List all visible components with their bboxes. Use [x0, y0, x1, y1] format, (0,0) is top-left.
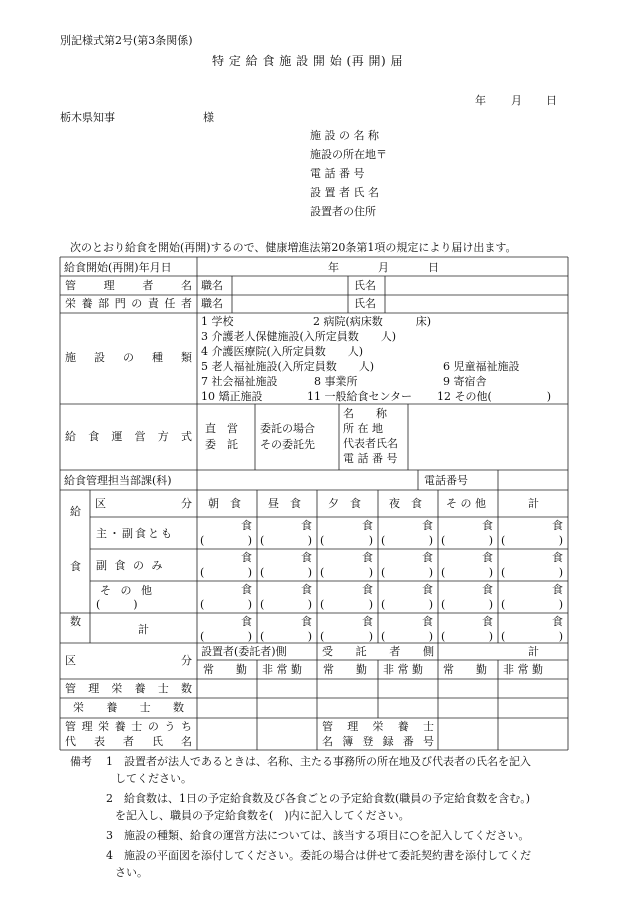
note-2-line2: を記入し、職員の予定給食数を( )内に記入してください。 [115, 809, 410, 822]
col-dinner: 夕 食 [328, 497, 361, 510]
total-parttime: 非 常 勤 [503, 663, 543, 676]
note-4-line1: 施設の平面図を添付してください。委託の場合は併せて委託契約書を添付してくだ [124, 849, 531, 862]
staff-category-label: 区 分 [65, 654, 192, 667]
manager-label: 管 理 者 名 [65, 279, 192, 292]
operation-direct[interactable]: 直 営 [205, 422, 238, 435]
col-other: そ の 他 [446, 497, 486, 510]
honorific: 様 [203, 111, 214, 124]
row-side-only: 副 食 の み [96, 559, 165, 572]
addressee: 栃木県知事 [60, 111, 115, 124]
meal-staff-r1-c6[interactable]: ( ) [501, 534, 563, 547]
meal-staff-r2-c3[interactable]: ( ) [320, 566, 373, 579]
meal-staff-r3-c3[interactable]: ( ) [320, 598, 373, 611]
row-other: そ の 他 [100, 584, 155, 597]
meal-unit-r1-c3[interactable]: 食 [362, 519, 373, 532]
note-1-line1: 設置者が法人であるときは、名称、主たる事務所の所在地及び代表者の氏名を記入 [124, 755, 531, 768]
notes-heading: 備考 [70, 755, 92, 768]
meal-unit-r4-c3[interactable]: 食 [362, 615, 373, 628]
rep-label-line2: 代 表 者 氏 名 [65, 735, 192, 748]
meal-unit-r2-c1[interactable]: 食 [241, 551, 252, 564]
meal-staff-r4-c2[interactable]: ( ) [260, 630, 312, 643]
meal-unit-r1-c5[interactable]: 食 [482, 519, 493, 532]
page-title: 特 定 給 食 施 設 開 始 (再 開) 届 [212, 54, 404, 68]
facility-type-2[interactable]: 2 病院(病床数 床) [313, 315, 432, 328]
col-total: 計 [528, 497, 539, 510]
operation-consign[interactable]: 委 託 [205, 438, 238, 451]
meal-staff-r2-c6[interactable]: ( ) [501, 566, 563, 579]
meal-unit-r2-c6[interactable]: 食 [552, 551, 563, 564]
meals-side-1: 給 [70, 505, 81, 518]
dietitian-count-label: 栄 養 士 数 [73, 701, 184, 714]
form-label: 別記様式第2号(第3条関係) [60, 34, 193, 47]
meal-unit-r3-c6[interactable]: 食 [552, 583, 563, 596]
meal-staff-r4-c5[interactable]: ( ) [441, 630, 493, 643]
meal-staff-r2-c2[interactable]: ( ) [260, 566, 312, 579]
meal-staff-r2-c1[interactable]: ( ) [200, 566, 252, 579]
col-lunch: 昼 食 [268, 497, 301, 510]
row-main-side: 主・副食とも [96, 527, 174, 540]
meal-staff-r2-c5[interactable]: ( ) [441, 566, 493, 579]
nutrition-job-title[interactable]: 職名 [201, 297, 223, 310]
start-date-day[interactable]: 日 [428, 261, 439, 274]
start-date-year[interactable]: 年 [328, 261, 339, 274]
facility-address-label: 施設の所在地〒 [310, 148, 387, 161]
facility-type-4[interactable]: 4 介護医療院(入所定員数 人) [201, 345, 364, 358]
meal-unit-r3-c2[interactable]: 食 [301, 583, 312, 596]
col-night: 夜 食 [389, 497, 422, 510]
meal-staff-r2-c4[interactable]: ( ) [381, 566, 433, 579]
rep-label-line1: 管 理 栄 養 士 の う ち [65, 720, 192, 733]
phone-label: 電 話 番 号 [310, 167, 365, 180]
meal-staff-r1-c5[interactable]: ( ) [441, 534, 493, 547]
facility-type-9[interactable]: 9 寄宿舎 [443, 375, 487, 388]
note-2-num: 2 [106, 792, 113, 805]
meal-staff-r4-c3[interactable]: ( ) [320, 630, 373, 643]
total-fulltime: 常 勤 [443, 663, 487, 676]
date-year: 年 [475, 94, 486, 107]
meal-unit-r3-c1[interactable]: 食 [241, 583, 252, 596]
contractor-fulltime: 常 勤 [323, 663, 367, 676]
meal-unit-r3-c3[interactable]: 食 [362, 583, 373, 596]
note-4-line2: さい。 [115, 866, 148, 879]
meal-staff-r4-c4[interactable]: ( ) [381, 630, 433, 643]
consignee-name-label: 名 称 [343, 407, 387, 420]
registry-label-line2: 名 簿 登 録 番 号 [322, 735, 434, 748]
meal-staff-r3-c6[interactable]: ( ) [501, 598, 563, 611]
staff-contractor-side: 受 託 者 側 [322, 645, 434, 658]
facility-type-3[interactable]: 3 介護老人保健施設(入所定員数 人) [201, 330, 397, 343]
start-date-label: 給食開始(再開)年月日 [64, 261, 172, 274]
manager-name[interactable]: 氏名 [354, 279, 376, 292]
meals-side-2: 食 [70, 560, 81, 573]
operation-method-label: 給 食 運 営 方 式 [65, 430, 192, 443]
meal-unit-r4-c5[interactable]: 食 [482, 615, 493, 628]
meal-unit-r1-c6[interactable]: 食 [552, 519, 563, 532]
staff-founder-side: 設置者(委託者)側 [201, 645, 287, 658]
meal-unit-r3-c5[interactable]: 食 [482, 583, 493, 596]
meal-staff-r1-c1[interactable]: ( ) [200, 534, 252, 547]
facility-type-12[interactable]: 12 その他( ) [437, 390, 552, 403]
facility-type-label: 施 設 の 種 類 [65, 351, 192, 364]
meal-unit-r1-c1[interactable]: 食 [241, 519, 252, 532]
date-month: 月 [511, 94, 522, 107]
mgr-dietitian-count-label: 管 理 栄 養 士 数 [65, 682, 192, 695]
contractor-parttime: 非 常 勤 [383, 663, 423, 676]
note-2-line1: 給食数は、1日の予定給食数及び各食ごとの予定給食数(職員の予定給食数を含む。) [124, 792, 531, 805]
note-3-num: 3 [106, 829, 113, 842]
meal-staff-r3-c4[interactable]: ( ) [381, 598, 433, 611]
consign-case-label: 委託の場合 [260, 422, 315, 435]
staff-total-label: 計 [528, 645, 539, 658]
meal-unit-r3-c4[interactable]: 食 [422, 583, 433, 596]
note-3-line1: 施設の種類、給食の運営方法については、該当する項目に○を記入してください。 [124, 829, 530, 842]
meal-unit-r4-c2[interactable]: 食 [301, 615, 312, 628]
nutrition-name[interactable]: 氏名 [354, 297, 376, 310]
note-4-num: 4 [106, 849, 113, 862]
founder-fulltime: 常 勤 [203, 663, 247, 676]
meal-unit-r2-c3[interactable]: 食 [362, 551, 373, 564]
meal-unit-r4-c1[interactable]: 食 [241, 615, 252, 628]
meal-unit-r2-c2[interactable]: 食 [301, 551, 312, 564]
consignee-label: その委託先 [260, 438, 315, 451]
facility-type-8[interactable]: 8 事業所 [314, 375, 358, 388]
facility-name-label: 施 設 の 名 称 [310, 129, 379, 142]
note-1-num: 1 [106, 755, 113, 768]
meal-staff-r1-c3[interactable]: ( ) [320, 534, 373, 547]
meal-unit-r4-c6[interactable]: 食 [552, 615, 563, 628]
note-1-line2: してください。 [115, 772, 192, 785]
facility-type-7[interactable]: 7 社会福祉施設 [201, 375, 278, 388]
meal-unit-r4-c4[interactable]: 食 [422, 615, 433, 628]
meal-unit-r1-c4[interactable]: 食 [422, 519, 433, 532]
meal-staff-r3-c1[interactable]: ( ) [200, 598, 252, 611]
dept-label: 給食管理担当部課(科) [64, 474, 172, 487]
founder-address-label: 設置者の住所 [310, 205, 376, 218]
founder-name-label: 設 置 者 氏 名 [310, 186, 379, 199]
registry-label-line1: 管 理 栄 養 士 [322, 720, 434, 733]
facility-type-10[interactable]: 10 矯正施設 [201, 390, 263, 403]
meal-staff-r4-c1[interactable]: ( ) [200, 630, 252, 643]
meals-category-label: 区 分 [95, 497, 192, 510]
meal-staff-r4-c6[interactable]: ( ) [501, 630, 563, 643]
facility-type-1[interactable]: 1 学校 [201, 315, 234, 328]
col-breakfast: 朝 食 [208, 497, 241, 510]
facility-type-11[interactable]: 11 一般給食センター [307, 390, 413, 403]
meal-staff-r1-c4[interactable]: ( ) [381, 534, 433, 547]
founder-parttime: 非 常 勤 [262, 663, 302, 676]
dept-phone-label: 電話番号 [424, 474, 468, 487]
manager-job-title[interactable]: 職名 [201, 279, 223, 292]
date-day: 日 [546, 94, 557, 107]
meal-staff-r3-c5[interactable]: ( ) [441, 598, 493, 611]
nutrition-head-label: 栄 養 部 門 の 責 任 者 [65, 297, 192, 310]
consignee-rep-label: 代表者氏名 [343, 437, 398, 450]
start-date-month[interactable]: 月 [378, 261, 389, 274]
consignee-phone-label: 電 話 番 号 [343, 452, 398, 465]
row-total: 計 [138, 623, 149, 636]
row-other-paren: ( ) [96, 598, 138, 611]
meal-unit-r1-c2[interactable]: 食 [301, 519, 312, 532]
meal-staff-r3-c2[interactable]: ( ) [260, 598, 312, 611]
facility-type-5[interactable]: 5 老人福祉施設(入所定員数 人) [201, 360, 375, 373]
consignee-address-label: 所 在 地 [343, 422, 383, 435]
meal-staff-r1-c2[interactable]: ( ) [260, 534, 312, 547]
facility-type-6[interactable]: 6 児童福祉施設 [443, 360, 520, 373]
meals-side-3: 数 [70, 615, 81, 628]
intro-text: 次のとおり給食を開始(再開)するので、健康増進法第20条第1項の規定により届け出ます。 [70, 241, 517, 254]
meal-unit-r2-c5[interactable]: 食 [482, 551, 493, 564]
meal-unit-r2-c4[interactable]: 食 [422, 551, 433, 564]
